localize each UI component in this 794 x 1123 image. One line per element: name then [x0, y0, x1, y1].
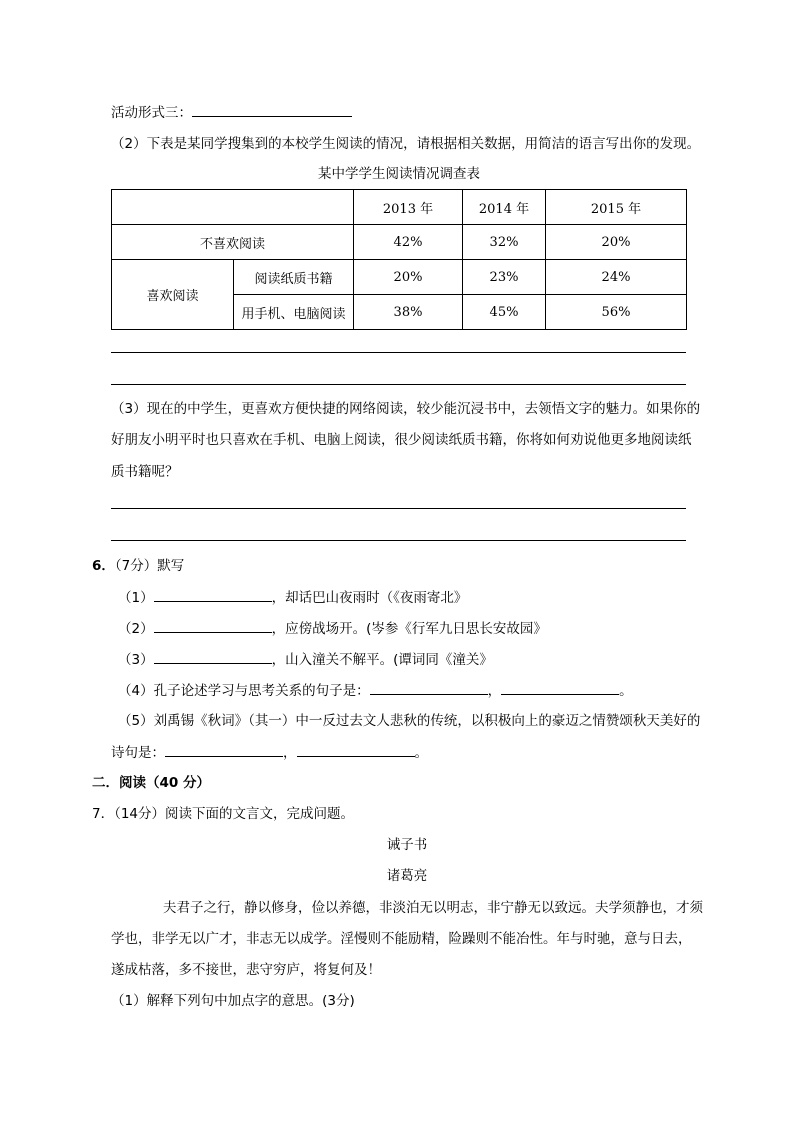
item-separator: ， — [487, 683, 502, 699]
table-cell: 32% — [463, 225, 546, 260]
item-suffix: ，却话巴山夜雨时（《夜雨寄北》 — [271, 590, 468, 606]
table-row — [112, 225, 687, 260]
header-year: 2014 年 — [463, 190, 546, 225]
q6-item-1 — [118, 587, 467, 608]
activity-3-line — [111, 102, 352, 123]
answer-line[interactable] — [111, 508, 686, 509]
row-group-label: 喜欢阅读 — [112, 260, 234, 330]
passage-author: 诸葛亮 — [386, 868, 428, 884]
fill-blank[interactable] — [154, 649, 272, 664]
q6-item-3 — [118, 649, 493, 670]
item-prefix: （2） — [118, 621, 154, 637]
passage-title: 诫子书 — [386, 837, 428, 853]
answer-line[interactable] — [111, 352, 686, 353]
q3-line: 质书籍呢？ — [111, 464, 179, 480]
section-2-title: 二．阅读（40 分） — [92, 775, 210, 791]
q6-heading — [92, 556, 184, 576]
fill-blank[interactable] — [154, 618, 272, 633]
fill-blank[interactable] — [501, 680, 619, 695]
item-end: 。 — [619, 683, 633, 699]
table-header-row — [112, 190, 687, 225]
table-cell: 23% — [463, 260, 546, 295]
item-prefix: （3） — [118, 652, 154, 668]
activity-3-blank[interactable] — [192, 102, 352, 117]
header-year: 2015 年 — [546, 190, 687, 225]
fill-blank[interactable] — [165, 742, 283, 757]
q6-item-5-line1: （5）刘禹锡《秋词》（其一）中一反过去文人悲秋的传统，以积极向上的豪迈之情赞颂秋天美好的 — [118, 713, 701, 729]
header-year: 2013 年 — [354, 190, 463, 225]
q7-heading-text: （14分）阅读下面的文言文，完成问题。 — [114, 806, 355, 822]
q3-line: 好朋友小明平时也只喜欢在手机、电脑上阅读，很少阅读纸质书籍，你将如何劝说他更多地阅读纸 — [111, 432, 692, 448]
item-prefix: （4）孔子论述学习与思考关系的句子是： — [118, 683, 370, 699]
item-suffix: ，应傍战场开。(岑参《行军九日思长安故园》 — [271, 621, 547, 637]
row-label: 不喜欢阅读 — [112, 225, 354, 260]
table-cell: 42% — [354, 225, 463, 260]
reading-survey-table — [111, 189, 687, 330]
table-cell: 45% — [463, 295, 546, 330]
q7-heading — [92, 804, 354, 824]
table-row — [112, 260, 687, 295]
fill-blank[interactable] — [297, 742, 415, 757]
q6-heading-text: （7分）默写 — [114, 558, 185, 574]
table-corner-cell — [112, 190, 354, 225]
item-suffix: ，山入潼关不解平。(谭词同《潼关》 — [271, 652, 493, 668]
passage-line: 学也，非学无以广才，非志无以成学。淫慢则不能励精，险躁则不能冶性。年与时驰，意与日去， — [111, 931, 692, 947]
q6-number: 6． — [92, 558, 115, 574]
q6-item-4 — [118, 680, 633, 701]
fill-blank[interactable] — [370, 680, 488, 695]
table-cell: 38% — [354, 295, 463, 330]
q7-number: 7． — [92, 806, 115, 822]
q6-item-2 — [118, 618, 547, 639]
answer-line[interactable] — [111, 540, 686, 541]
item-end: 。 — [414, 745, 428, 761]
q7-sub-question-1: （1）解释下列句中加点字的意思。(3分) — [111, 993, 355, 1009]
q3-line: （3）现在的中学生，更喜欢方便快捷的网络阅读，较少能沉浸书中，去领悟文字的魅力。如果你的 — [111, 401, 701, 417]
answer-line[interactable] — [111, 384, 686, 385]
table-cell: 24% — [546, 260, 687, 295]
row-label: 用手机、电脑阅读 — [234, 295, 354, 330]
item-separator: ， — [283, 745, 297, 761]
table-cell: 20% — [546, 225, 687, 260]
q2-text: （2）下表是某同学搜集到的本校学生阅读的情况，请根据相关数据，用简洁的语言写出你的发现。 — [111, 136, 701, 152]
item-prefix: 诗句是： — [111, 745, 165, 761]
passage-line: 夫君子之行，静以修身，俭以养德，非淡泊无以明志，非宁静无以致远。夫学须静也，才须 — [163, 900, 703, 916]
activity-3-label: 活动形式三： — [111, 105, 192, 121]
table-cell: 56% — [546, 295, 687, 330]
passage-line: 遂成枯落，多不接世，悲守穷庐，将复何及！ — [111, 962, 381, 978]
row-label: 阅读纸质书籍 — [234, 260, 354, 295]
table-title: 某中学学生阅读情况调查表 — [318, 166, 480, 182]
q6-item-5-line2 — [111, 742, 428, 763]
table-cell: 20% — [354, 260, 463, 295]
item-prefix: （1） — [118, 590, 154, 606]
fill-blank[interactable] — [154, 587, 272, 602]
